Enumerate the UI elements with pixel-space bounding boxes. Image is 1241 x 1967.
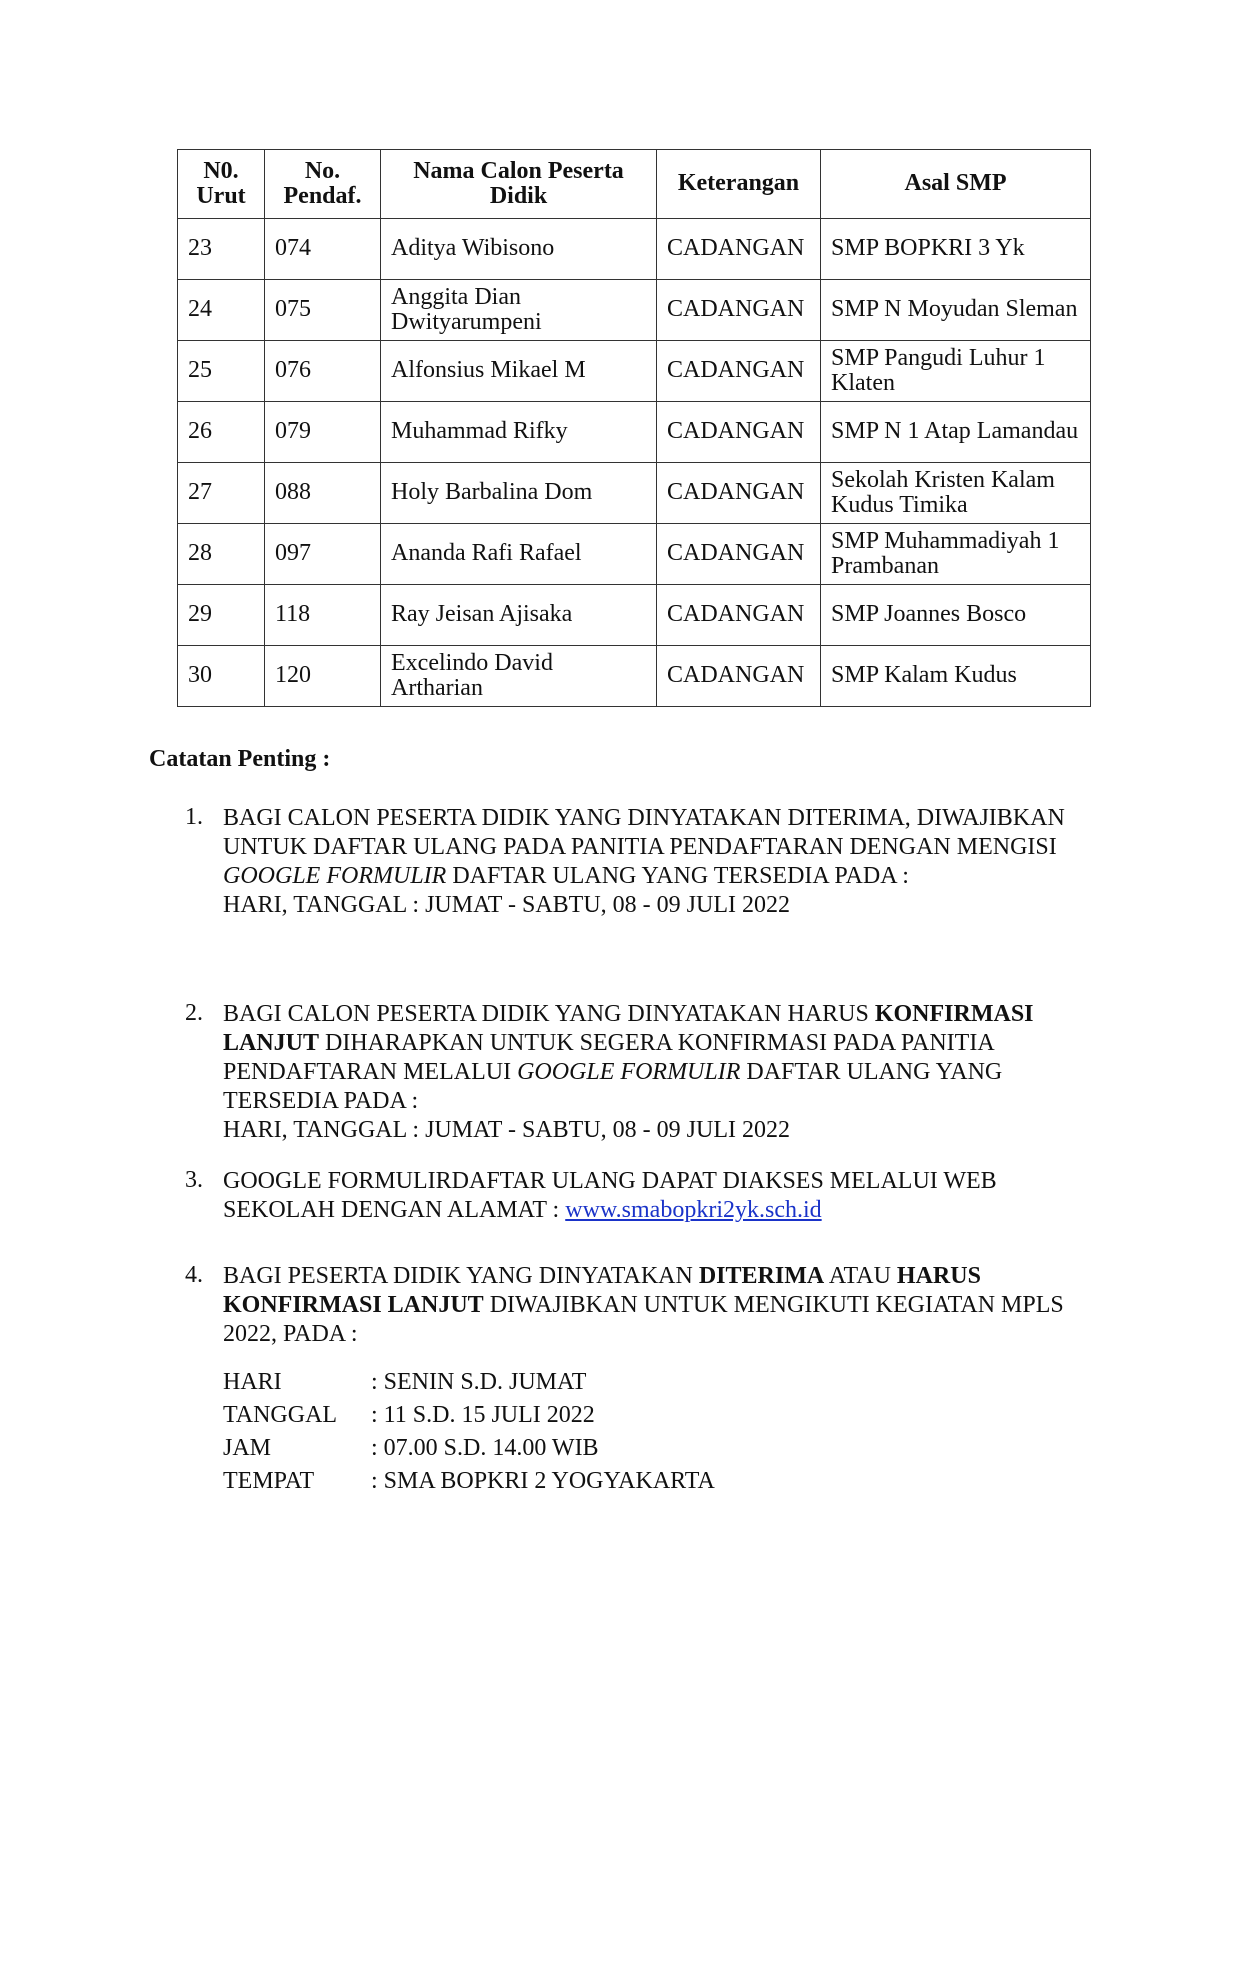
table-row (178, 280, 1091, 341)
cell-no-pendaf: 120 (265, 646, 381, 707)
schedule-value: : 11 S.D. 15 JULI 2022 (371, 1402, 595, 1428)
notes-heading: Catatan Penting : (149, 746, 331, 772)
table-row (178, 585, 1091, 646)
cell-keterangan: CADANGAN (657, 463, 821, 524)
cell-asal-smp: SMP N Moyudan Sleman (821, 280, 1091, 341)
note-number: 2. (185, 1000, 203, 1026)
cell-keterangan: CADANGAN (657, 280, 821, 341)
note-body: BAGI PESERTA DIDIK YANG DINYATAKAN DITERIMA ATAU HARUS KONFIRMASI LANJUT DIWAJIBKAN UNTUK MENGIKUTI KEGIATAN MPLS 2022, PADA : HARI : SENIN S.D. JUMAT TANGGAL : 11 S.D. 15 JULI 2022 JAM : 07.00 S.D. 14.00 WIB TEMPAT : SMA BOPKRI 2 YOGYAKARTA (223, 1262, 1083, 1498)
table-header-row (178, 150, 1091, 219)
cell-keterangan: CADANGAN (657, 341, 821, 402)
cell-no-urut: 29 (178, 585, 265, 646)
note-body: GOOGLE FORMULIRDAFTAR ULANG DAPAT DIAKSES MELALUI WEB SEKOLAH DENGAN ALAMAT : www.smabopkri2yk.sch.id (223, 1168, 997, 1223)
cell-no-urut: 24 (178, 280, 265, 341)
cell-no-urut: 23 (178, 219, 265, 280)
cell-no-urut: 26 (178, 402, 265, 463)
cell-asal-smp: SMP Muhammadiyah 1 Prambanan (821, 524, 1091, 585)
cell-no-urut: 27 (178, 463, 265, 524)
schedule-label: TEMPAT (223, 1468, 315, 1494)
schedule-label: TANGGAL (223, 1402, 338, 1428)
note-body: BAGI CALON PESERTA DIDIK YANG DINYATAKAN HARUS KONFIRMASI LANJUT DIHARAPKAN UNTUK SEGERA KONFIRMASI PADA PANITIA PENDAFTARAN MELALUI GOOGLE FORMULIR DAFTAR ULANG YANG TERSEDIA PADA : HARI, TANGGAL : JUMAT - SABTU, 08 - 09 JULI 2022 (223, 1001, 1034, 1143)
schedule-row (223, 1465, 1083, 1498)
schedule-row (223, 1432, 1083, 1465)
col-header-keterangan: Keterangan (657, 150, 821, 219)
cell-no-urut: 25 (178, 341, 265, 402)
cell-no-pendaf: 075 (265, 280, 381, 341)
cell-nama: Anggita Dian Dwityarumpeni (381, 280, 657, 341)
table-row (178, 219, 1091, 280)
col-header-nama: Nama Calon Peserta Didik (381, 150, 657, 219)
table-row (178, 524, 1091, 585)
note-number: 3. (185, 1167, 203, 1193)
cell-no-pendaf: 118 (265, 585, 381, 646)
cell-keterangan: CADANGAN (657, 585, 821, 646)
cell-nama: Holy Barbalina Dom (381, 463, 657, 524)
cell-asal-smp: SMP Kalam Kudus (821, 646, 1091, 707)
note-body: BAGI CALON PESERTA DIDIK YANG DINYATAKAN DITERIMA, DIWAJIBKAN UNTUK DAFTAR ULANG PADA PANITIA PENDAFTARAN DENGAN MENGISI GOOGLE FORMULIR DAFTAR ULANG YANG TERSEDIA PADA : HARI, TANGGAL : JUMAT - SABTU, 08 - 09 JULI 2022 (223, 805, 1065, 918)
table-row (178, 341, 1091, 402)
cell-nama: Muhammad Rifky (381, 402, 657, 463)
table-row (178, 402, 1091, 463)
cell-no-pendaf: 097 (265, 524, 381, 585)
schedule-row (223, 1399, 1083, 1432)
cell-nama: Ananda Rafi Rafael (381, 524, 657, 585)
cell-asal-smp: Sekolah Kristen Kalam Kudus Timika (821, 463, 1091, 524)
schedule-label: JAM (223, 1435, 272, 1461)
note-number: 4. (185, 1262, 203, 1288)
schedule-value: : 07.00 S.D. 14.00 WIB (371, 1435, 599, 1461)
cell-keterangan: CADANGAN (657, 219, 821, 280)
cell-no-urut: 28 (178, 524, 265, 585)
schedule-label: HARI (223, 1369, 282, 1395)
note-date: HARI, TANGGAL : JUMAT - SABTU, 08 - 09 JULI 2022 (223, 1117, 790, 1143)
candidate-table (177, 149, 1091, 707)
table-row (178, 646, 1091, 707)
cell-keterangan: CADANGAN (657, 402, 821, 463)
col-header-asal-smp: Asal SMP (821, 150, 1091, 219)
cell-asal-smp: SMP Pangudi Luhur 1 Klaten (821, 341, 1091, 402)
cell-no-pendaf: 074 (265, 219, 381, 280)
cell-nama: Ray Jeisan Ajisaka (381, 585, 657, 646)
schedule-value: : SENIN S.D. JUMAT (371, 1369, 587, 1395)
cell-asal-smp: SMP BOPKRI 3 Yk (821, 219, 1091, 280)
cell-nama: Excelindo David Artharian (381, 646, 657, 707)
cell-no-urut: 30 (178, 646, 265, 707)
cell-keterangan: CADANGAN (657, 646, 821, 707)
col-header-no-pendaf: No. Pendaf. (265, 150, 381, 219)
cell-nama: Aditya Wibisono (381, 219, 657, 280)
note-date: HARI, TANGGAL : JUMAT - SABTU, 08 - 09 JULI 2022 (223, 892, 790, 918)
note-number: 1. (185, 804, 203, 830)
mpls-schedule (223, 1366, 1083, 1498)
school-website-link[interactable]: www.smabopkri2yk.sch.id (565, 1197, 822, 1223)
cell-no-pendaf: 079 (265, 402, 381, 463)
table-row (178, 463, 1091, 524)
cell-keterangan: CADANGAN (657, 524, 821, 585)
cell-asal-smp: SMP N 1 Atap Lamandau (821, 402, 1091, 463)
schedule-value: : SMA BOPKRI 2 YOGYAKARTA (371, 1468, 715, 1494)
col-header-no-urut: N0. Urut (178, 150, 265, 219)
cell-no-pendaf: 088 (265, 463, 381, 524)
schedule-row (223, 1366, 1083, 1399)
cell-no-pendaf: 076 (265, 341, 381, 402)
cell-nama: Alfonsius Mikael M (381, 341, 657, 402)
cell-asal-smp: SMP Joannes Bosco (821, 585, 1091, 646)
